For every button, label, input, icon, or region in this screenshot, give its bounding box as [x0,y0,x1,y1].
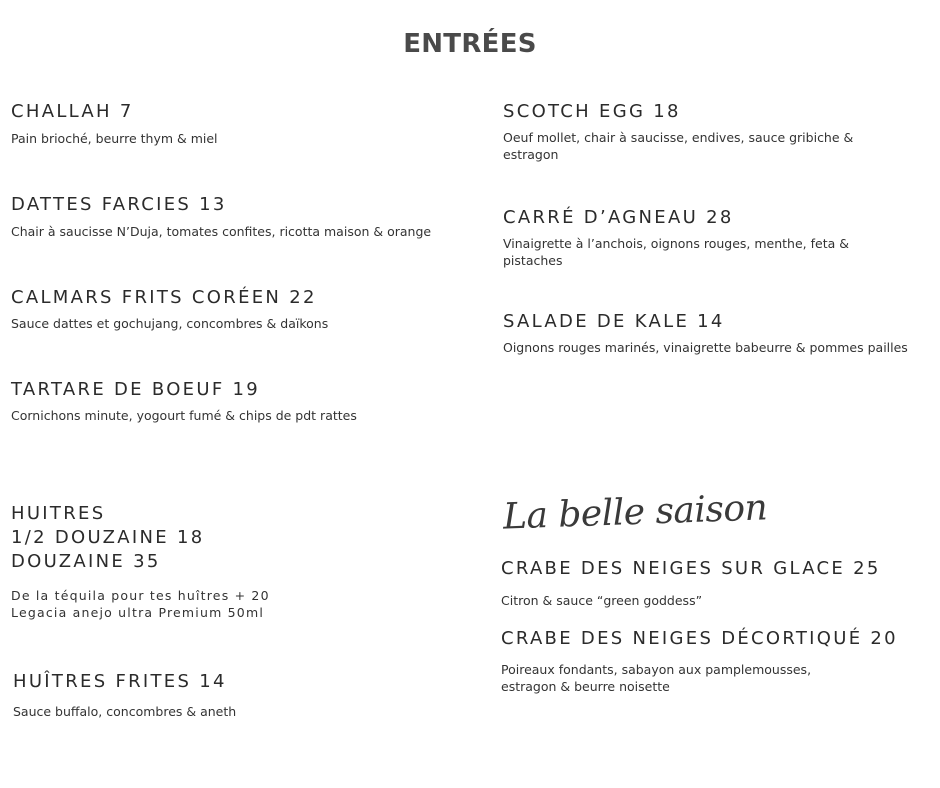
section-heading-belle-saison: La belle saison [502,487,768,538]
item-name-line: DOUZAINE 35 [11,551,161,572]
item-description: Pain brioché, beurre thym & miel [11,131,218,146]
menu-item-huitres-frites [13,670,236,720]
item-description: Sauce dattes et gochujang, concombres & daïkons [11,316,329,331]
description-line: Legacia anejo ultra Premium 50ml [11,605,264,620]
item-name: SALADE DE KALE 14 [503,311,725,332]
item-description: Vinaigrette à l’anchois, oignons rouges, menthe, feta & pistaches [503,236,849,268]
item-description: Chair à saucisse N’Duja, tomates confites, ricotta maison & orange [11,224,432,239]
item-name: CALMARS FRITS CORÉEN 22 [11,287,317,308]
item-name: DATTES FARCIES 13 [11,194,227,215]
item-name: SCOTCH EGG 18 [503,101,681,122]
item-name-line: HUITRES [11,503,106,524]
menu-item-calmars [11,286,328,332]
menu-item-huitres [11,502,270,621]
item-description [11,587,270,621]
item-name: CARRÉ D’AGNEAU 28 [503,207,734,228]
menu-item-challah [11,100,218,147]
description-line: De la téquila pour tes huîtres + 20 [11,588,270,603]
menu-item-salade-kale [503,310,913,356]
item-description: Citron & sauce “green goddess” [501,593,703,608]
item-name: CRABE DES NEIGES SUR GLACE 25 [501,558,881,579]
item-description: Sauce buffalo, concombres & aneth [13,704,237,719]
item-name: HUÎTRES FRITES 14 [13,671,227,692]
description-line: estragon & beurre noisette [501,679,670,694]
menu-item-crabe-decortique [501,627,898,695]
item-name: CRABE DES NEIGES DÉCORTIQUÉ 20 [501,628,898,649]
menu-item-crabe-glace [501,557,881,609]
menu-item-tartare [11,378,357,424]
description-line: Poireaux fondants, sabayon aux pamplemousses, [501,662,812,677]
item-description: Cornichons minute, yogourt fumé & chips de pdt rattes [11,408,357,423]
item-name-line: 1/2 DOUZAINE 18 [11,527,205,548]
menu-item-carre-agneau [503,206,903,269]
page-title: ENTRÉES [403,29,537,59]
menu-item-dattes-farcies [11,193,431,240]
item-description: Oeuf mollet, chair à saucisse, endives, sauce gribiche & estragon [503,130,854,162]
item-name: TARTARE DE BOEUF 19 [11,379,261,400]
item-description: Oignons rouges marinés, vinaigrette babeurre & pommes pailles [503,340,908,355]
menu-item-scotch-egg [503,100,903,163]
item-description [501,661,898,695]
item-name: CHALLAH 7 [11,101,134,122]
